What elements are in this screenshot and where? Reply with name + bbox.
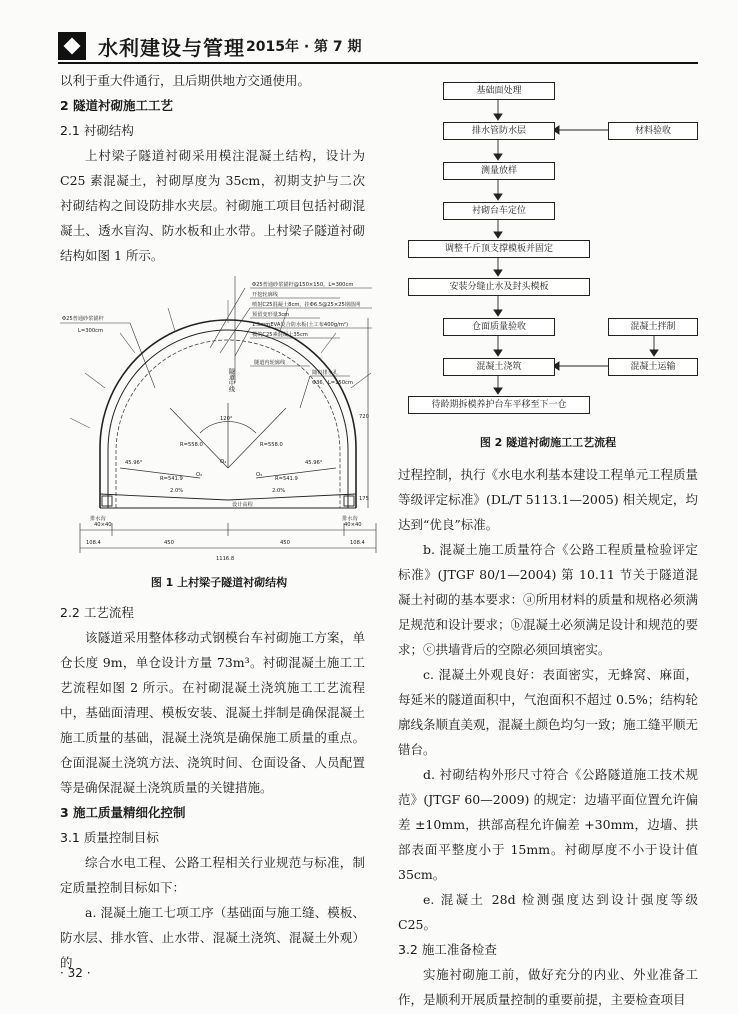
- fig1-dim-b2: 450: [164, 540, 174, 546]
- fig1-slope-left: 2.0%: [170, 488, 184, 494]
- fig1-radius-1: R=558.0: [180, 442, 203, 448]
- fig1-radius-2: R=541.9: [160, 476, 183, 482]
- fig1-drain-left-size: 40×40: [94, 522, 112, 528]
- paragraph-3-2: 实施衬砌施工前，做好充分的内业、外业准备工作，是顺利开展质量控制的重要前提，主要检查项目: [398, 967, 698, 1007]
- flow-step-3: 测量放样: [443, 162, 555, 180]
- fig1-dim-b4: 108.4: [350, 540, 365, 546]
- figure-1-caption: 图 1 上村梁子隧道衬砌结构: [150, 576, 288, 589]
- section-3-2-heading: 3.2 施工准备检查: [398, 942, 497, 957]
- fig1-angle: 120°: [220, 416, 233, 422]
- figure-2-flowchart: [398, 76, 698, 426]
- journal-logo-icon: [58, 32, 86, 60]
- header-rule: [58, 62, 698, 64]
- fig1-label-shotcrete: 喷射C25混凝土8cm，挂Φ6.5@25×25钢筋网: [252, 302, 361, 308]
- flow-step-1: 基础面处理: [443, 82, 555, 100]
- paragraph-3-1: 综合水电工程、公路工程相关行业规范与标准，制定质量控制目标如下：: [60, 855, 365, 895]
- fig1-dim-b3: 450: [280, 540, 290, 546]
- left-column-bottom: [60, 600, 365, 975]
- fig1-label-bolt-left: Φ25普通砂浆锚杆: [62, 316, 104, 322]
- fig1-dim-b1: 108.4: [86, 540, 101, 546]
- paragraph-a: a. 混凝土施工七项工序（基础面与施工缝、模板、防水层、排水管、止水带、混凝土浇筑、混凝土外观）的: [60, 905, 365, 970]
- flow-step-9: 待龄期拆模养护台车平移至下一仓: [408, 396, 590, 414]
- section-2-2-heading: 2.2 工艺流程: [60, 605, 134, 620]
- fig1-dim-height-2: 175: [359, 496, 369, 502]
- right-column: [398, 462, 698, 1012]
- paragraph-2-1: 上村梁子隧道衬砌采用模注混凝土结构，设计为 C25 素混凝土，衬砌厚度为 35cm，初期支护与二次衬砌结构之间设防排水夹层。衬砌施工项目包括衬砌混凝土、透水盲沟、防水板和止水带。上村梁子隧道衬砌结构如图 1 所示。: [60, 148, 365, 263]
- left-column-top: [60, 68, 365, 268]
- fig1-label-deformation: 预留变形量3cm: [252, 312, 290, 318]
- paragraph-d: d. 衬砌结构外形尺寸符合《公路隧道施工技术规范》(JTGF 60—2009) 的规定：边墙平面位置允许偏差 ±10mm，拱部高程允许偏差 +30mm，边墙、拱部表面平整度小于 15mm。衬砌厚度不小于设计值 35cm。: [398, 767, 698, 882]
- journal-title: 水利建设与管理: [98, 36, 245, 60]
- fig1-center-o3: O₃: [256, 472, 263, 478]
- figure-2-caption: 图 2 隧道衬砌施工工艺流程: [479, 436, 617, 449]
- fig1-center-o1: O₁: [220, 459, 227, 465]
- fig1-angle-left: 45.96°: [125, 460, 143, 466]
- paragraph-continued: 过程控制，执行《水电水利基本建设工程单元工程质量等级评定标准》(DL/T 5113.1—2005) 相关规定，均达到“优良”标准。: [398, 467, 699, 532]
- fig1-label-excavation: 开挖轮廓线: [252, 292, 278, 298]
- flow-side-transport: 混凝土运输: [608, 358, 698, 376]
- section-3-heading: 3 施工质量精细化控制: [60, 805, 186, 820]
- section-2-heading: 2 隧道衬砌施工工艺: [60, 98, 174, 113]
- fig1-angle-right: 45.96°: [305, 460, 323, 466]
- figure-1-lining-structure: [60, 268, 378, 568]
- fig1-slope-right: 2.0%: [272, 488, 286, 494]
- fig1-label-bolt-left-length: L=300cm: [78, 328, 104, 334]
- fig1-label-waterproof: 1.5mmEVA复合防水板(土工布400g/m²): [252, 322, 349, 328]
- paragraph-intro: 以利于重大件通行，且后期供地方交通使用。: [60, 73, 311, 88]
- flow-step-7: 仓面质量验收: [443, 318, 555, 336]
- flow-step-4: 衬砌台车定位: [443, 202, 555, 220]
- fig1-radius-3: R=541.9: [275, 476, 298, 482]
- journal-header: [58, 32, 698, 62]
- fig1-dim-total: 1116.8: [216, 556, 235, 562]
- paragraph-b: b. 混凝土施工质量符合《公路工程质量检验评定标准》(JTGF 80/1—2004) 第 10.11 节关于隧道混凝土衬砌的基本要求：ⓐ所用材料的质量和规格必须满足规范和设计要求；ⓑ混凝土必须满足设计和规范的要求；ⓒ拱墙背后的空隙必须回填密实。: [398, 542, 699, 657]
- section-3-1-heading: 3.1 质量控制目标: [60, 830, 159, 845]
- fig1-label-drain-hole-size: Φ36，L=150cm: [312, 380, 353, 386]
- fig1-drain-right: 排水沟: [342, 516, 358, 522]
- flow-step-8: 混凝土浇筑: [443, 358, 555, 376]
- flow-step-2: 排水管防水层: [443, 122, 555, 140]
- flow-side-material: 材料验收: [608, 122, 698, 140]
- fig1-label-inner-contour: 隧道内轮廓线: [254, 360, 286, 366]
- fig1-label-concrete: 模筑C25素混凝土35cm: [252, 332, 308, 338]
- flow-side-mixing: 混凝土拌制: [608, 318, 698, 336]
- fig1-drain-left: 排水沟: [90, 516, 106, 522]
- issue-label: 2015年 · 第 7 期: [246, 39, 362, 55]
- page-number: · 32 ·: [60, 966, 91, 980]
- flow-step-6: 安装分缝止水及封头模板: [408, 278, 590, 296]
- fig1-label-bolt: Φ25普通砂浆锚杆@150×150，L=300cm: [252, 282, 354, 288]
- fig1-drain-right-size: 40×40: [344, 522, 362, 528]
- paragraph-c: c. 混凝土外观良好：表面密实，无蜂窝、麻面，每延米的隧道面积中，气泡面积不超过 0.5%；结构轮廓线条顺直美观，混凝土颜色均匀一致；施工缝平顺无错台。: [398, 667, 699, 757]
- fig1-dim-height: 720: [359, 414, 369, 420]
- fig1-label-drain-hole: 随机排水孔: [312, 370, 338, 376]
- paragraph-2-2: 该隧道采用整体移动式钢模台车衬砌施工方案，单仓长度 9m，单仓设计方量 73m³。衬砌混凝土施工工艺流程如图 2 所示。在衬砌混凝土浇筑施工工艺流程中，基础面清理、模板安装、混凝土拌制是确保混凝土施工质量的基础，混凝土浇筑是确保施工质量的重点。仓面混凝土浇筑方法、浇筑时间、仓面设备、人员配置等是确保混凝土浇筑质量的关键措施。: [60, 630, 365, 795]
- paragraph-e: e. 混凝土 28d 检测强度达到设计强度等级 C25。: [398, 892, 698, 932]
- fig1-center-line: 隧道中线: [227, 368, 235, 392]
- fig1-center-o2: O₂: [196, 472, 203, 478]
- fig1-design-elevation: 设计高程: [232, 502, 253, 508]
- section-2-1-heading: 2.1 衬砌结构: [60, 123, 134, 138]
- fig1-radius-4: R=558.0: [260, 442, 283, 448]
- flow-step-5: 调整千斤顶支撑模板并固定: [408, 240, 590, 258]
